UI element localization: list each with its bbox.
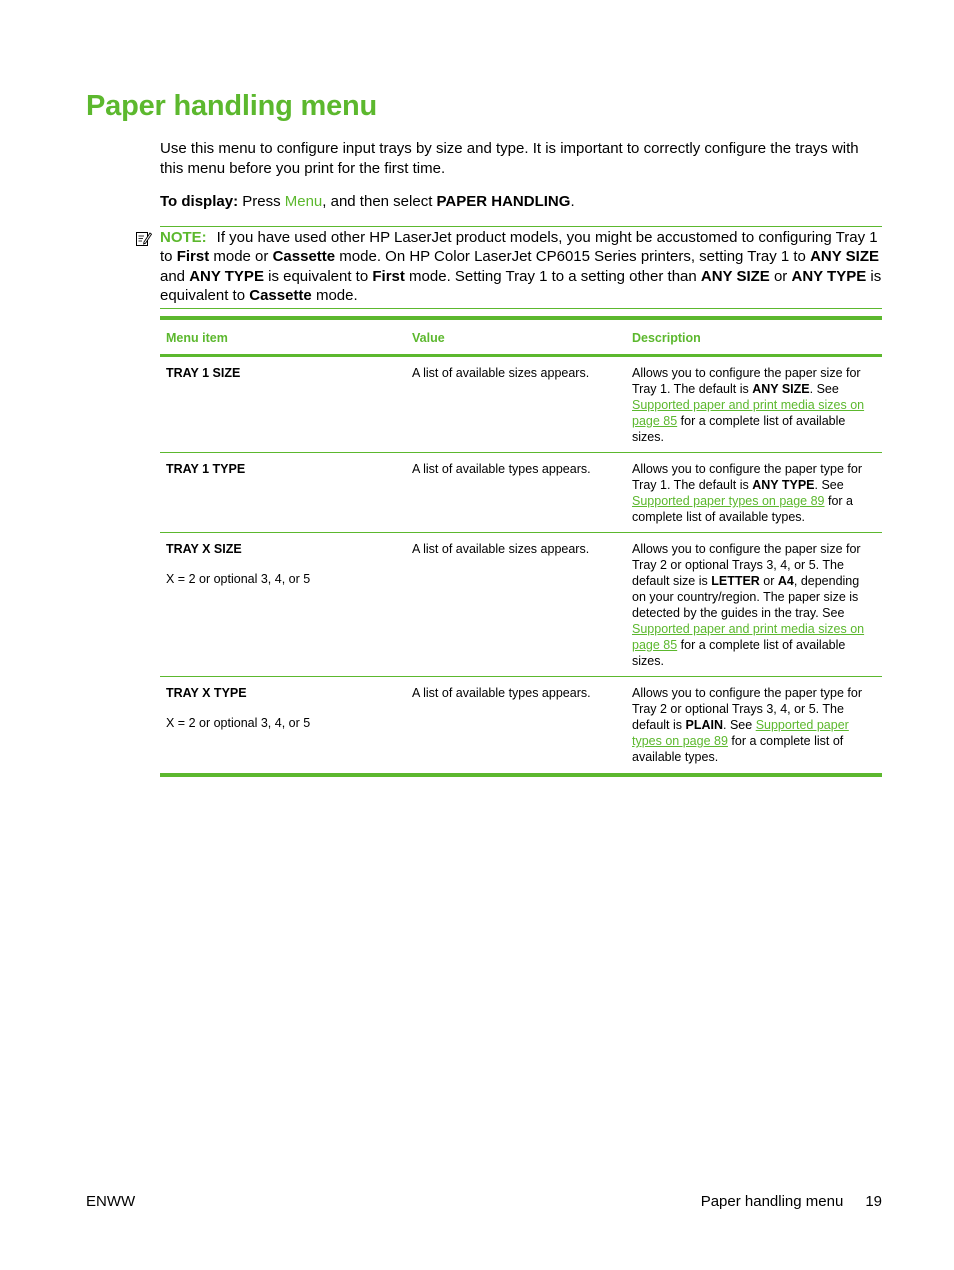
display-instructions [160, 192, 882, 212]
menu-item-cell [160, 677, 406, 776]
table-header-row [160, 318, 882, 356]
note-bold: ANY SIZE [700, 267, 770, 285]
menu-button-reference: Menu [284, 193, 323, 210]
note-bold: Cassette [272, 248, 336, 266]
note-text: mode. Setting Tray 1 to a setting other than [404, 267, 701, 285]
note-bold: ANY TYPE [791, 267, 867, 285]
column-header-value: Value [406, 318, 626, 356]
cross-reference-link[interactable]: Supported paper types on page 89 [632, 718, 849, 748]
note-text: is equivalent to [160, 267, 882, 305]
value-cell: A list of available types appears. [412, 686, 591, 700]
note-text: mode. On HP Color LaserJet CP6015 Series printers, setting Tray 1 to [335, 248, 811, 266]
note-icon [135, 230, 152, 247]
menu-item-note: X = 2 or optional 3, 4, or 5 [166, 572, 311, 586]
description-text: . See [809, 382, 839, 396]
footer-publication-code: ENWW [86, 1193, 136, 1210]
paper-handling-table [160, 316, 882, 777]
value-cell: A list of available sizes appears. [406, 533, 626, 677]
table-row [160, 677, 882, 776]
note-bold: Cassette [249, 287, 312, 305]
cross-reference-link[interactable]: Supported paper and print media sizes on page 85 [632, 622, 865, 652]
note-text: and [160, 267, 190, 285]
footer-section-title: Paper handling menu [700, 1193, 844, 1210]
note-text: or [769, 267, 792, 285]
description-text: for a complete list of available sizes. [632, 638, 846, 668]
menu-item-name: TRAY 1 SIZE [166, 366, 241, 380]
description-text: Allows you to configure the paper size for Tray 1. The default is [632, 366, 861, 396]
description-text: for a complete list of available types. [632, 494, 854, 524]
description-text: , depending on your country/region. The paper size is detected by the guides in the tray. See [632, 574, 860, 620]
note-text: mode. [311, 287, 358, 305]
menu-item-name: TRAY X TYPE [166, 686, 247, 700]
display-target: PAPER HANDLING [436, 193, 571, 210]
page-number: 19 [865, 1193, 882, 1210]
display-label: To display: [160, 193, 239, 210]
menu-item-note: X = 2 or optional 3, 4, or 5 [166, 716, 311, 730]
menu-item-cell [160, 356, 406, 453]
value-cell: A list of available sizes appears. [406, 356, 626, 453]
note-text: mode or [209, 248, 273, 266]
description-text: for a complete list of available types. [632, 734, 844, 764]
note-bold: ANY SIZE [810, 248, 879, 266]
note-label: NOTE: [160, 229, 207, 246]
description-cell [626, 677, 882, 776]
page-title: Paper handling menu [86, 90, 378, 122]
description-text: Allows you to configure the paper type for Tray 2 or optional Trays 3, 4, or 5. The default is [632, 686, 862, 732]
note-bold: ANY TYPE [189, 267, 264, 285]
default-value: PLAIN [685, 718, 724, 732]
display-text-2: , and then select [322, 193, 437, 210]
table-row [160, 533, 882, 677]
description-cell [626, 356, 882, 453]
note-bold: First [176, 248, 210, 266]
description-text: . See [723, 718, 756, 732]
column-header-description: Description [626, 318, 882, 356]
description-cell [626, 453, 882, 533]
default-value: ANY TYPE [752, 478, 815, 492]
note-bold: First [372, 267, 405, 285]
default-value: A4 [777, 574, 794, 588]
table-row [160, 453, 882, 533]
footer-section [701, 1193, 882, 1210]
display-text-3: . [570, 193, 575, 210]
value-cell: A list of available types appears. [406, 453, 626, 533]
description-text: Allows you to configure the paper type for Tray 1. The default is [632, 462, 862, 492]
description-text: for a complete list of available sizes. [632, 414, 846, 444]
table-row [160, 356, 882, 453]
note-box [160, 226, 882, 309]
menu-item-cell [160, 533, 406, 677]
description-text: . See [814, 478, 844, 492]
display-text-1: Press [238, 193, 285, 210]
description-text: or [759, 574, 778, 588]
default-value: LETTER [711, 574, 760, 588]
cross-reference-link[interactable]: Supported paper types on page 89 [632, 494, 825, 508]
description-cell [626, 533, 882, 677]
default-value: ANY SIZE [752, 382, 810, 396]
menu-item-name: TRAY X SIZE [166, 542, 242, 556]
description-text: Allows you to configure the paper size for Tray 2 or optional Trays 3, 4, or 5. The default size is [632, 542, 861, 588]
cross-reference-link[interactable]: Supported paper and print media sizes on page 85 [632, 398, 865, 428]
menu-item-name: TRAY 1 TYPE [166, 462, 246, 476]
menu-item-cell [160, 453, 406, 533]
intro-paragraph: Use this menu to configure input trays by size and type. It is important to correctly configure the trays with this menu before you print for the first time. [160, 140, 859, 177]
note-text: is equivalent to [263, 267, 373, 285]
note-text: If you have used other HP LaserJet product models, you might be accustomed to configuring Tray 1 to [160, 229, 878, 266]
column-header-menu-item: Menu item [160, 318, 406, 356]
